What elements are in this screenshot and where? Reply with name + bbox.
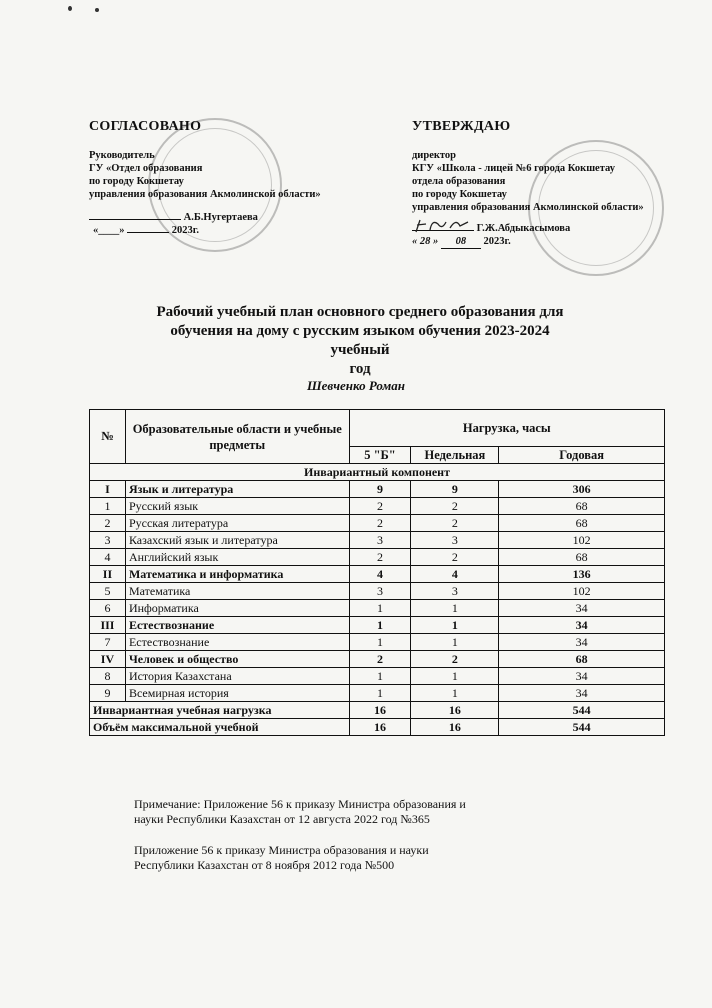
note-1	[134, 797, 466, 827]
approval-right	[412, 120, 682, 249]
table-group-row	[90, 481, 665, 498]
table-header-row	[90, 410, 665, 447]
row-weekly-hours: 2	[411, 651, 499, 668]
approval-right-line: директор	[412, 150, 457, 161]
row-subject: Математика и информатика	[125, 566, 349, 583]
row-class-hours: 2	[349, 515, 411, 532]
signature-line	[89, 219, 181, 220]
header-num: №	[90, 410, 126, 464]
total-yearly-hours: 544	[499, 702, 665, 719]
approval-right-date-day: « 28 »	[412, 236, 439, 247]
table-row	[90, 685, 665, 702]
scan-speck	[95, 8, 99, 12]
row-class-hours: 1	[349, 617, 411, 634]
row-num: IV	[90, 651, 126, 668]
table-total-row	[90, 719, 665, 736]
row-class-hours: 1	[349, 668, 411, 685]
table-row	[90, 668, 665, 685]
approval-right-date-month: 08	[441, 235, 481, 249]
row-weekly-hours: 1	[411, 685, 499, 702]
row-yearly-hours: 102	[499, 583, 665, 600]
note-2	[134, 843, 466, 873]
document-title-line: год	[349, 361, 371, 377]
row-yearly-hours: 68	[499, 549, 665, 566]
row-weekly-hours: 1	[411, 634, 499, 651]
approval-right-title: УТВЕРЖДАЮ	[412, 119, 511, 134]
row-class-hours: 3	[349, 532, 411, 549]
row-subject: Всемирная история	[125, 685, 349, 702]
row-yearly-hours: 34	[499, 668, 665, 685]
approval-left-signature-row	[89, 211, 349, 224]
row-subject: Математика	[125, 583, 349, 600]
table-total-row	[90, 702, 665, 719]
approval-right-line: по городу Кокшетау	[412, 189, 507, 200]
row-num: I	[90, 481, 126, 498]
row-yearly-hours: 102	[499, 532, 665, 549]
table-group-row	[90, 566, 665, 583]
row-yearly-hours: 34	[499, 617, 665, 634]
total-class-hours: 16	[349, 719, 411, 736]
row-class-hours: 3	[349, 583, 411, 600]
table-row	[90, 515, 665, 532]
row-yearly-hours: 34	[499, 634, 665, 651]
row-num: 9	[90, 685, 126, 702]
row-num: 5	[90, 583, 126, 600]
table-group-row	[90, 651, 665, 668]
row-class-hours: 1	[349, 634, 411, 651]
row-subject: Человек и общество	[125, 651, 349, 668]
approval-left-line: по городу Кокшетау	[89, 176, 184, 187]
note-line: Приложение 56 к приказу Министра образования и науки	[134, 843, 429, 857]
table-body	[90, 481, 665, 736]
note-line: Примечание: Приложение 56 к приказу Министра образования и	[134, 797, 466, 811]
notes	[134, 797, 466, 889]
row-class-hours: 1	[349, 685, 411, 702]
row-num: 1	[90, 498, 126, 515]
row-weekly-hours: 2	[411, 549, 499, 566]
approval-left-line: Руководитель	[89, 150, 155, 161]
row-subject: История Казахстана	[125, 668, 349, 685]
header-weekly: Недельная	[411, 447, 499, 464]
approval-left-date	[89, 224, 349, 237]
total-class-hours: 16	[349, 702, 411, 719]
approval-left-date-day: «____»	[93, 225, 125, 236]
student-name: Шевченко Роман	[307, 378, 405, 393]
scan-speck	[68, 6, 72, 11]
table-row	[90, 583, 665, 600]
row-subject: Естествознание	[125, 617, 349, 634]
table-row	[90, 600, 665, 617]
header-load: Нагрузка, часы	[349, 410, 664, 447]
row-weekly-hours: 1	[411, 600, 499, 617]
row-yearly-hours: 136	[499, 566, 665, 583]
row-class-hours: 2	[349, 498, 411, 515]
approval-right-line: управления образования Акмолинской области»	[412, 202, 644, 213]
approval-left-title: СОГЛАСОВАНО	[89, 119, 202, 134]
row-weekly-hours: 3	[411, 532, 499, 549]
total-label: Инвариантная учебная нагрузка	[90, 702, 350, 719]
approval-right-date-year: 2023г.	[483, 236, 511, 247]
row-yearly-hours: 34	[499, 600, 665, 617]
row-subject: Казахский язык и литература	[125, 532, 349, 549]
header-class: 5 "Б"	[349, 447, 411, 464]
row-yearly-hours: 68	[499, 651, 665, 668]
row-subject: Язык и литература	[125, 481, 349, 498]
approval-left-date-year: 2023г.	[171, 225, 199, 236]
total-weekly-hours: 16	[411, 719, 499, 736]
approval-right-signatory: Г.Ж.Абдыкасымова	[476, 223, 571, 234]
note-line: науки Республики Казахстан от 12 августа 2022 год №365	[134, 812, 430, 826]
row-weekly-hours: 1	[411, 668, 499, 685]
total-yearly-hours: 544	[499, 719, 665, 736]
row-subject: Русская литература	[125, 515, 349, 532]
date-month-line	[127, 232, 169, 233]
row-yearly-hours: 34	[499, 685, 665, 702]
row-num: 4	[90, 549, 126, 566]
signature-line	[412, 230, 474, 231]
approval-right-line: КГУ «Школа - лицей №6 города Кокшетау	[412, 163, 615, 174]
row-weekly-hours: 9	[411, 481, 499, 498]
row-class-hours: 4	[349, 566, 411, 583]
curriculum-table	[89, 409, 665, 736]
handwritten-signature	[412, 216, 474, 238]
row-class-hours: 9	[349, 481, 411, 498]
row-num: 6	[90, 600, 126, 617]
table-row	[90, 498, 665, 515]
row-num: II	[90, 566, 126, 583]
row-class-hours: 1	[349, 600, 411, 617]
row-num: 2	[90, 515, 126, 532]
row-subject: Информатика	[125, 600, 349, 617]
row-yearly-hours: 68	[499, 498, 665, 515]
document-title-line: обучения на дому с русским языком обучения 2023-2024 учебный	[170, 323, 550, 358]
approval-left-line: ГУ «Отдел образования	[89, 163, 203, 174]
row-weekly-hours: 2	[411, 515, 499, 532]
row-subject: Английский язык	[125, 549, 349, 566]
row-class-hours: 2	[349, 549, 411, 566]
row-num: 3	[90, 532, 126, 549]
row-weekly-hours: 1	[411, 617, 499, 634]
document-title-line: Рабочий учебный план основного среднего образования для	[156, 304, 564, 320]
table-row	[90, 549, 665, 566]
section-row	[90, 464, 665, 481]
row-yearly-hours: 306	[499, 481, 665, 498]
header-yearly: Годовая	[499, 447, 665, 464]
row-num: 8	[90, 668, 126, 685]
approval-right-signature-row	[412, 222, 682, 235]
row-weekly-hours: 2	[411, 498, 499, 515]
approval-left-signatory: А.Б.Нугертаева	[183, 212, 258, 223]
approval-right-line: отдела образования	[412, 176, 506, 187]
row-weekly-hours: 3	[411, 583, 499, 600]
row-subject: Естествознание	[125, 634, 349, 651]
approval-left-line: управления образования Акмолинской области»	[89, 189, 321, 200]
document-title	[140, 303, 580, 379]
table-row	[90, 532, 665, 549]
table-row	[90, 634, 665, 651]
row-yearly-hours: 68	[499, 515, 665, 532]
total-label: Объём максимальной учебной	[90, 719, 350, 736]
header-subject: Образовательные области и учебные предметы	[125, 410, 349, 464]
row-subject: Русский язык	[125, 498, 349, 515]
row-num: 7	[90, 634, 126, 651]
section-title: Инвариантный компонент	[90, 464, 665, 481]
approval-left	[89, 120, 349, 237]
table-group-row	[90, 617, 665, 634]
note-line: Республики Казахстан от 8 ноября 2012 года №500	[134, 858, 395, 872]
row-num: III	[90, 617, 126, 634]
row-weekly-hours: 4	[411, 566, 499, 583]
row-class-hours: 2	[349, 651, 411, 668]
total-weekly-hours: 16	[411, 702, 499, 719]
